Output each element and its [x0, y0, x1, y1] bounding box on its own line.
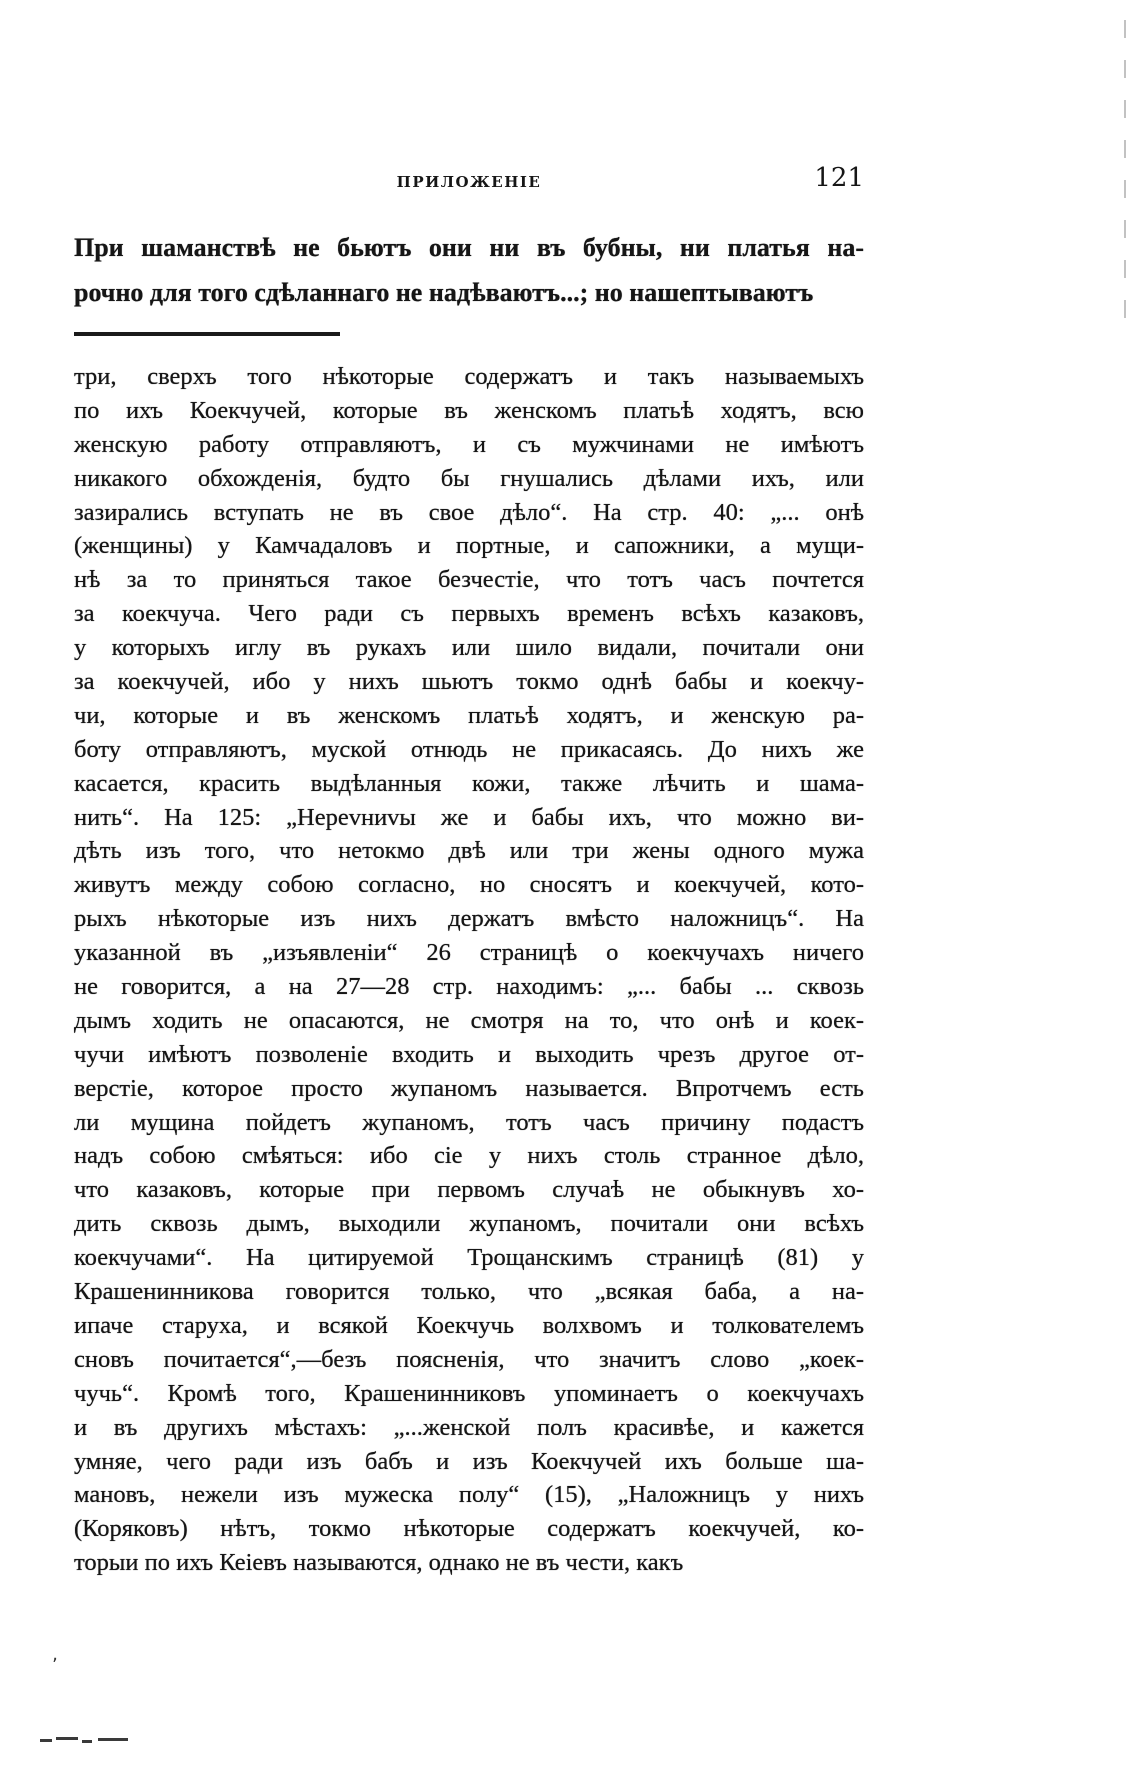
page-number: 121	[814, 163, 864, 193]
footnote-text	[74, 360, 864, 1580]
footnote-line: за коекчуча. Чего ради съ первыхъ временъ всѣхъ казаковъ,	[74, 600, 864, 628]
page-edge-shadow	[1124, 20, 1126, 340]
footnote-line: не говорится, а на 27—28 стр. находимъ: „... бабы ... сквозь	[74, 973, 864, 1001]
footnote-line: зазирались вступать не въ свое дѣло“. На стр. 40: „... онѣ	[74, 498, 864, 526]
footnote-line: по ихъ Коекчучей, которые въ женскомъ платьѣ ходятъ, всю	[74, 396, 864, 424]
footnote-line: надъ собою смѣяться: ибо сіе у нихъ столь странное дѣло,	[74, 1142, 864, 1170]
running-head	[74, 163, 864, 203]
footnote-line: Крашенинникова говорится только, что „всякая баба, а на-	[74, 1278, 864, 1306]
footnote-line: чи, которые и въ женскомъ платьѣ ходятъ, и женскую ра-	[74, 701, 864, 729]
footnote-line: ипаче старуха, и всякой Коекчучь волхвомъ и толкователемъ	[74, 1311, 864, 1339]
footnote-line: дить сквозь дымъ, выходили жупаномъ, почитали они всѣхъ	[74, 1210, 864, 1238]
footnote-line: и въ другихъ мѣстахъ: „...женской полъ красивѣе, и кажется	[74, 1413, 864, 1441]
footnote-line: верстіе, которое просто жупаномъ называется. Впротчемъ есть	[74, 1074, 864, 1102]
footnote-line: касается, красить выдѣланныя кожи, также лѣчить и шама-	[74, 769, 864, 797]
footnote-line: у которыхъ иглу въ рукахъ или шило видали, почитали они	[74, 634, 864, 662]
footnote-separator-rule	[74, 332, 340, 336]
footnote-line: указанной въ „изъявленіи“ 26 страницѣ о коекчучахъ ничего	[74, 939, 864, 967]
footnote-line: нѣ за то приняться такое безчестіе, что тотъ часъ почтется	[74, 566, 864, 594]
footnote-line: боту отправляютъ, муской отнюдь не прикасаясь. До нихъ же	[74, 735, 864, 763]
footnote-line: ли мущина пойдетъ жупаномъ, тотъ часъ причину подастъ	[74, 1108, 864, 1136]
footnote-line: что казаковъ, которые при первомъ случаѣ не обыкнувъ хо-	[74, 1176, 864, 1204]
footnote-line: три, сверхъ того нѣкоторые содержатъ и такъ называемыхъ	[74, 363, 864, 390]
main-text	[74, 225, 864, 315]
footnote-line: нить“. На 125: „Нерevниvы же и бабы ихъ, что можно ви-	[74, 803, 864, 831]
footnote-line: (женщины) у Камчадаловъ и портные, и сапожники, а мущи-	[74, 532, 864, 560]
footnote-line: чучи имѣютъ позволеніе входить и выходить чрезъ другое от-	[74, 1040, 864, 1068]
footnote-line: дѣть изъ того, что нетокмо двѣ или три жены одного мужа	[74, 837, 864, 865]
footnote-line: торыи по ихъ Кеіевъ называются, однако не въ чести, какъ	[74, 1549, 684, 1577]
stray-mark: ‚	[52, 1644, 58, 1665]
footnote-line: умняе, чего ради изъ бабъ и изъ Коекчучей ихъ больше ша-	[74, 1447, 864, 1475]
footnote-line: дымъ ходить не опасаются, не смотря на то, что онѣ и коек-	[74, 1006, 864, 1034]
footnote-line: (Коряковъ) нѣтъ, токмо нѣкоторые содержатъ коекчучей, ко-	[74, 1515, 864, 1543]
footnote-line: рыхъ нѣкоторые изъ нихъ держатъ вмѣсто наложницъ“. На	[74, 905, 864, 933]
main-text-line: рочно для того сдѣланнаго не надѣваютъ...; но нашептываютъ	[74, 278, 814, 307]
footnote-line: живутъ между собою согласно, но сносятъ и коекчучей, кото-	[74, 871, 864, 899]
main-text-line: При шаманствѣ не бьютъ они ни въ бубны, ни платья на-	[74, 233, 864, 262]
footnote-line: чучь“. Кромѣ того, Крашенинниковъ упоминаетъ о коекчучахъ	[74, 1379, 864, 1407]
footnote-line: коекчучами“. На цитируемой Трощанскимъ страницѣ (81) у	[74, 1244, 864, 1272]
footnote-line: мановъ, нежели изъ мужеска полу“ (15), „Наложницъ у нихъ	[74, 1481, 864, 1509]
footnote-line: сновъ почитается“,—безъ поясненія, что значитъ слово „коек-	[74, 1345, 864, 1373]
scan-specks	[40, 1735, 150, 1747]
footnote-line: за коекчучей, ибо у нихъ шьютъ токмо однѣ бабы и коекчу-	[74, 668, 864, 696]
running-title: ПРИЛОЖЕНІЕ	[396, 173, 542, 191]
footnote-line: никакого обхожденія, будто бы гнушались дѣлами ихъ, или	[74, 464, 864, 492]
footnote-line: женскую работу отправляютъ, и съ мужчинами не имѣютъ	[74, 430, 864, 458]
